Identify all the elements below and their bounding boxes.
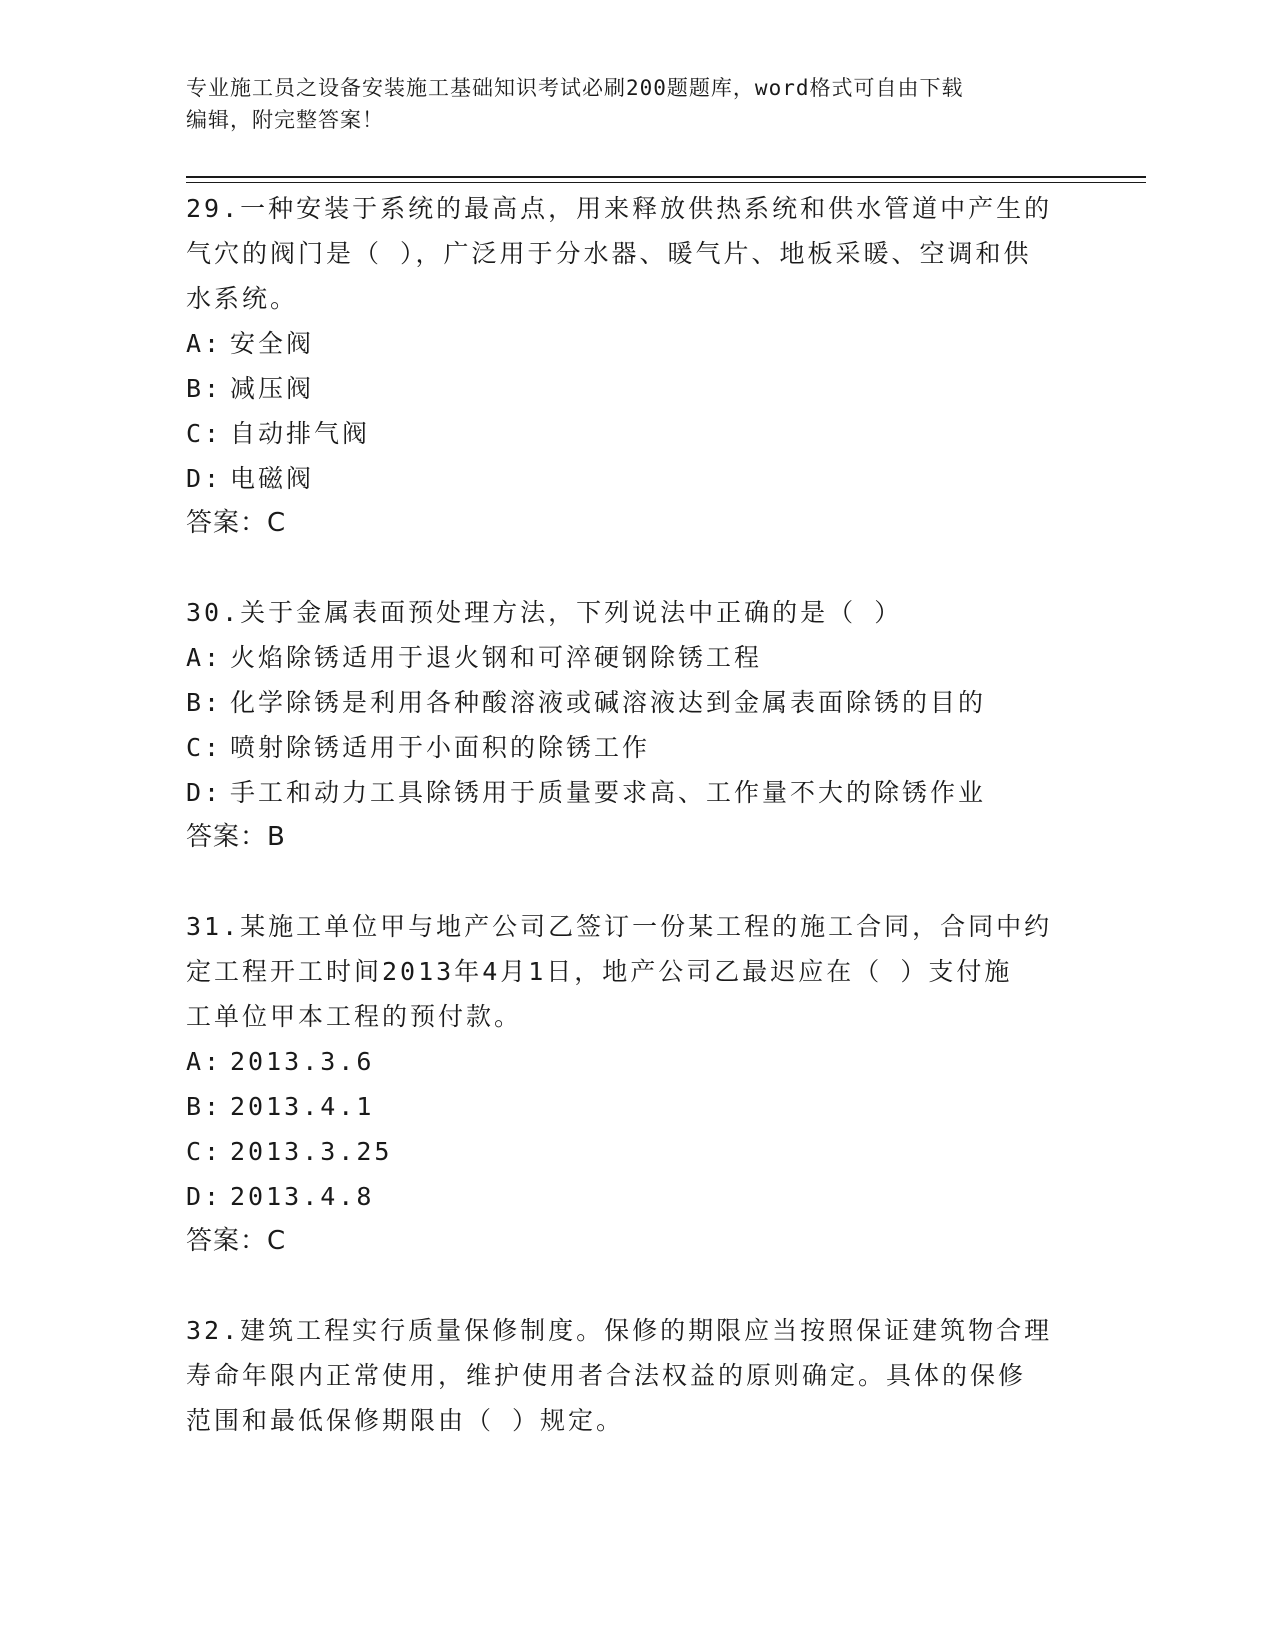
option-b bbox=[186, 1084, 1086, 1129]
question-stem-line: 30.关于金属表面预处理方法，下列说法中正确的是（ ） bbox=[186, 598, 903, 627]
question-30 bbox=[186, 590, 1086, 860]
question-stem-line: 29.一种安装于系统的最高点，用来释放供热系统和供水管道中产生的 bbox=[186, 194, 1053, 223]
option-text: 2013.4.1 bbox=[230, 1092, 375, 1121]
option-c bbox=[186, 725, 1086, 770]
option-b bbox=[186, 680, 1086, 725]
option-text: 喷射除锈适用于小面积的除锈工作 bbox=[230, 733, 651, 762]
option-letter: B: bbox=[186, 688, 223, 717]
answer-line: 答案：C bbox=[186, 508, 287, 538]
question-29 bbox=[186, 186, 1086, 546]
option-d bbox=[186, 1174, 1086, 1219]
option-text: 2013.4.8 bbox=[230, 1182, 375, 1211]
option-letter: B: bbox=[186, 1092, 223, 1121]
option-text: 自动排气阀 bbox=[230, 419, 371, 448]
question-stem-line: 寿命年限内正常使用，维护使用者合法权益的原则确定。具体的保修 bbox=[186, 1361, 1027, 1390]
option-d bbox=[186, 456, 1086, 501]
option-text: 火焰除锈适用于退火钢和可淬硬钢除锈工程 bbox=[230, 643, 763, 672]
question-31 bbox=[186, 904, 1086, 1264]
option-letter: A: bbox=[186, 643, 223, 672]
option-text: 电磁阀 bbox=[230, 464, 315, 493]
header-line-2: 编辑，附完整答案！ bbox=[186, 108, 384, 132]
option-letter: C: bbox=[186, 733, 223, 762]
option-letter: C: bbox=[186, 1137, 223, 1166]
option-letter: B: bbox=[186, 374, 223, 403]
question-stem-line: 水系统。 bbox=[186, 284, 299, 313]
option-text: 手工和动力工具除锈用于质量要求高、工作量不大的除锈作业 bbox=[230, 778, 987, 807]
question-stem-line: 范围和最低保修期限由（ ）规定。 bbox=[186, 1406, 625, 1435]
option-a bbox=[186, 635, 1086, 680]
option-d bbox=[186, 770, 1086, 815]
question-32 bbox=[186, 1308, 1086, 1443]
option-letter: D: bbox=[186, 1182, 223, 1211]
question-stem-line: 气穴的阀门是（ ），广泛用于分水器、暖气片、地板采暖、空调和供 bbox=[186, 239, 1032, 268]
option-a bbox=[186, 321, 1086, 366]
question-stem-line: 工单位甲本工程的预付款。 bbox=[186, 1002, 523, 1031]
question-stem-line: 32.建筑工程实行质量保修制度。保修的期限应当按照保证建筑物合理 bbox=[186, 1316, 1053, 1345]
answer-line: 答案：C bbox=[186, 1226, 287, 1256]
option-c bbox=[186, 411, 1086, 456]
question-list bbox=[186, 186, 1086, 1487]
option-letter: A: bbox=[186, 1047, 223, 1076]
question-stem-line: 31.某施工单位甲与地产公司乙签订一份某工程的施工合同，合同中约 bbox=[186, 912, 1053, 941]
header-divider-thick bbox=[186, 176, 1146, 178]
header-line-1: 专业施工员之设备安装施工基础知识考试必刷200题题库，word格式可自由下载 bbox=[186, 76, 964, 100]
option-letter: A: bbox=[186, 329, 223, 358]
question-stem-line: 定工程开工时间2013年4月1日，地产公司乙最迟应在（ ）支付施 bbox=[186, 957, 1013, 986]
option-letter: D: bbox=[186, 464, 223, 493]
option-text: 安全阀 bbox=[230, 329, 315, 358]
option-text: 2013.3.6 bbox=[230, 1047, 375, 1076]
option-text: 2013.3.25 bbox=[230, 1137, 393, 1166]
option-letter: D: bbox=[186, 778, 223, 807]
option-b bbox=[186, 366, 1086, 411]
option-text: 化学除锈是利用各种酸溶液或碱溶液达到金属表面除锈的目的 bbox=[230, 688, 987, 717]
option-letter: C: bbox=[186, 419, 223, 448]
document-header bbox=[186, 72, 1066, 136]
option-c bbox=[186, 1129, 1086, 1174]
option-a bbox=[186, 1039, 1086, 1084]
option-text: 减压阀 bbox=[230, 374, 315, 403]
answer-line: 答案：B bbox=[186, 822, 286, 852]
header-divider-thin bbox=[186, 182, 1146, 183]
